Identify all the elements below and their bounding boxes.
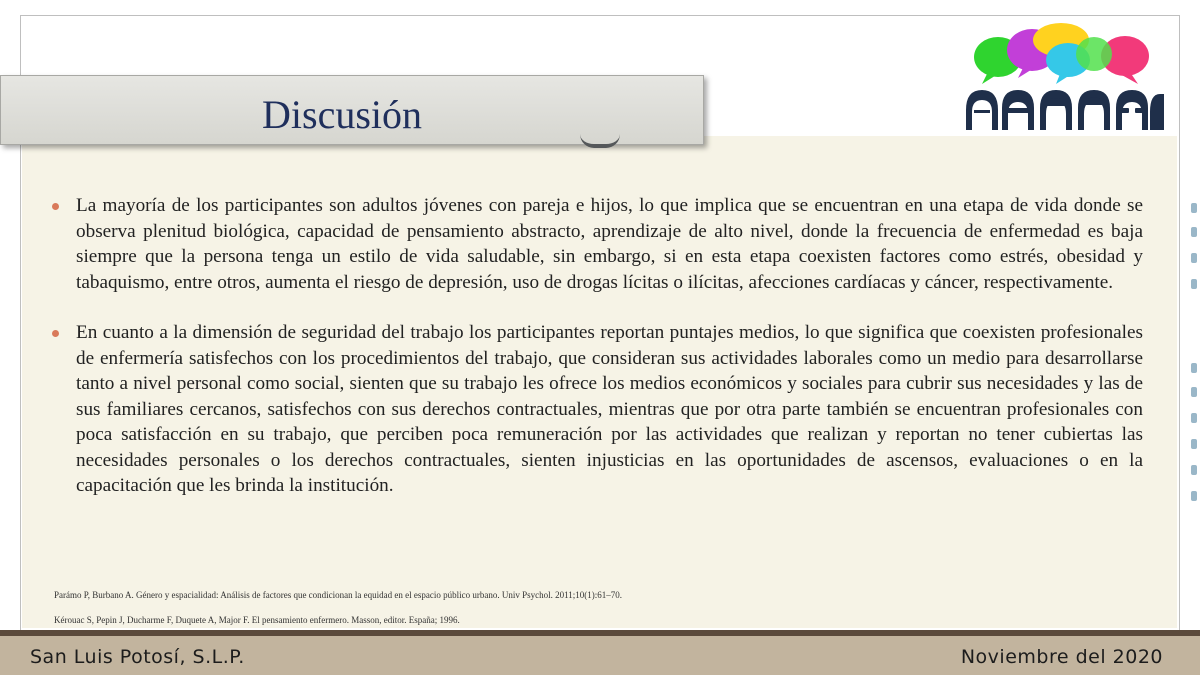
reference-item: Kérouac S, Pepin J, Ducharme F, Duquete A, Major F. El pensamiento enfermero. Masson, editor. España; 1996. bbox=[54, 615, 460, 625]
bullet-item bbox=[50, 193, 1143, 295]
bullet-icon bbox=[52, 330, 59, 337]
bullet-icon bbox=[52, 203, 59, 210]
edge-mark bbox=[1191, 413, 1197, 423]
edge-mark bbox=[1191, 439, 1197, 449]
edge-mark bbox=[1191, 279, 1197, 289]
footer-location: San Luis Potosí, S.L.P. bbox=[30, 646, 245, 668]
edge-mark bbox=[1191, 253, 1197, 263]
discussion-people-icon bbox=[960, 22, 1164, 130]
discussion-bullets bbox=[50, 193, 1143, 499]
edge-mark bbox=[1191, 387, 1197, 397]
edge-mark bbox=[1191, 491, 1197, 501]
edge-mark bbox=[1191, 203, 1197, 213]
edge-mark bbox=[1191, 363, 1197, 373]
edge-mark bbox=[1191, 227, 1197, 237]
bullet-text: La mayoría de los participantes son adultos jóvenes con pareja e hijos, lo que implica que se encuentran en una etapa de vida donde se observa plenitud biológica, capacidad de pensamiento abstracto, aprendizaje de alto nivel, donde la frecuencia de enfermedad es baja siempre que la persona tenga un estilo de vida saludable, sin embargo, si en esta etapa coexisten factores como estrés, obesidad y tabaquismo, entre otros, aumenta el riesgo de depresión, uso de drogas lícitas o ilícitas, afecciones cardíacas y cáncer, respectivamente. bbox=[76, 195, 1143, 293]
bullet-text: En cuanto a la dimensión de seguridad del trabajo los participantes reportan puntajes medios, lo que significa que coexisten profesionales de enfermería satisfechos con los procedimientos del trabajo, que consideran sus actividades laborales como un medio para desarrollarse tanto a nivel personal como social, sienten que su trabajo les ofrece los medios económicos y sociales para cubrir sus necesidades y las de sus familiares cercanos, satisfechos con sus derechos contractuales, mientras que por otra parte también se encuentran profesionales con poca satisfacción en su trabajo, que perciben poca remuneración por las actividades que realizan y reportan no tener cubiertas las necesidades personales o los derechos contractuales, sienten injusticias en las oportunidades de ascensos, evaluaciones o en la capacitación que les brinda la institución. bbox=[76, 322, 1143, 496]
edge-mark bbox=[1191, 465, 1197, 475]
footer-date: Noviembre del 2020 bbox=[960, 646, 1163, 668]
references-block bbox=[54, 590, 954, 626]
adjacent-window-edge bbox=[1186, 195, 1200, 615]
reference-item: Parámo P, Burbano A. Género y espacialidad: Análisis de factores que condicionan la equidad en el espacio público urbano. Univ Psychol. 2011;10(1):61–70. bbox=[54, 590, 623, 600]
discussion-illustration bbox=[960, 22, 1164, 130]
slide-title: Discusión bbox=[262, 92, 422, 137]
slide-footer bbox=[0, 636, 1200, 675]
bullet-item bbox=[50, 320, 1143, 499]
